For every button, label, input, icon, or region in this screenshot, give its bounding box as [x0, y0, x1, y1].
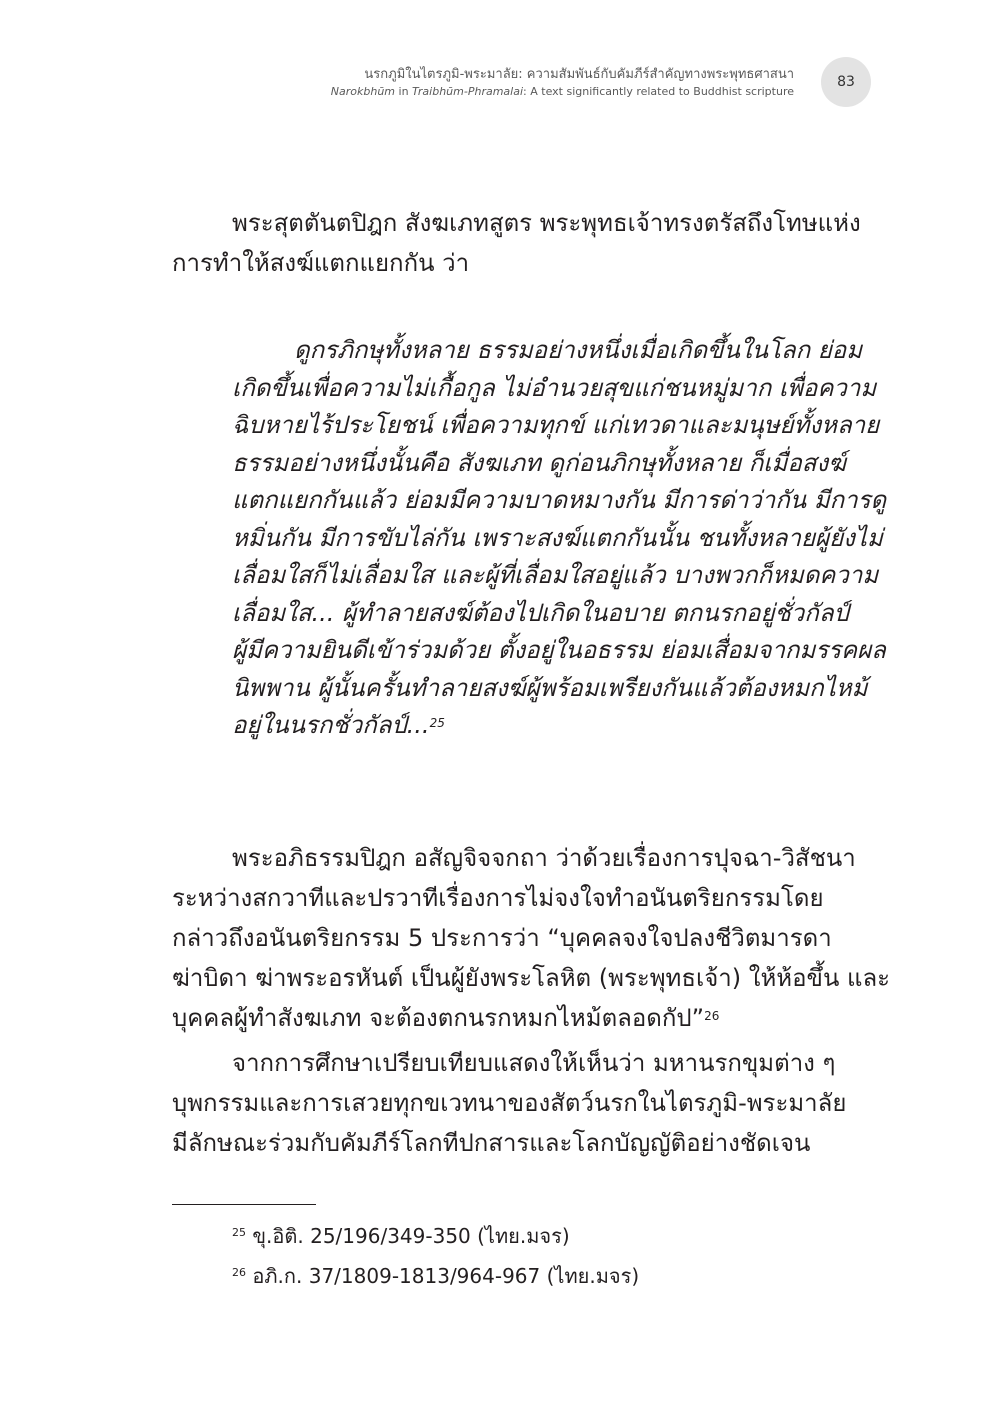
quote-line: หมิ่นกัน มีการขับไล่กัน เพราะสงฆ์แตกกันนั้น ชนทั้งหลายผู้ยังไม่: [232, 523, 883, 552]
running-head-en-italic-2: Traibhūm-Phramalai: [412, 85, 524, 98]
abhidhamma-line: ฆ่าบิดา ฆ่าพระอรหันต์ เป็นผู้ยังพระโลหิต (พระพุทธเจ้า) ให้ห้อขึ้น และ: [172, 964, 891, 992]
footnote-ref-25: 25: [429, 716, 445, 730]
footnote-25: [232, 1222, 570, 1250]
footnote-ref-26: 26: [704, 1009, 720, 1023]
page-number: 83: [821, 57, 871, 107]
conclusion-line: มีลักษณะร่วมกับคัมภีร์โลกทีปกสารและโลกบัญญัติอย่างชัดเจน: [172, 1129, 811, 1157]
quote-line: แตกแยกกันแล้ว ย่อมมีความบาดหมางกัน มีการด่าว่ากัน มีการดู: [232, 486, 887, 514]
conclusion-line: จากการศึกษาเปรียบเทียบแสดงให้เห็นว่า มหานรกขุมต่าง ๆ: [232, 1049, 836, 1077]
running-head-en-1: in: [395, 85, 413, 98]
abhidhamma-line-last: [172, 998, 860, 1038]
quote-line: ผู้มีความยินดีเข้าร่วมด้วย ตั้งอยู่ในอธรรม ย่อมเสื่อมจากมรรคผล: [232, 636, 886, 664]
quote-line-text: อยู่ในนรกชั่วกัลป์...: [232, 711, 430, 739]
running-head-en-2: : A text significantly related to Buddhist scripture: [523, 85, 794, 98]
quote-line: เกิดขึ้นเพื่อความไม่เกื้อกูล ไม่อำนวยสุขแก่ชนหมู่มาก เพื่อความ: [232, 373, 877, 402]
abhidhamma-paragraph: [172, 838, 891, 1038]
footnote-26: [232, 1262, 639, 1290]
running-head-thai: นรกภูมิในไตรภูมิ-พระมาลัย: ความสัมพันธ์กับคัมภีร์สำคัญทางพระพุทธศาสนา: [364, 67, 794, 82]
abhidhamma-line: ระหว่างสกวาทีและปรวาทีเรื่องการไม่จงใจทำอนันตริยกรรมโดย: [172, 884, 824, 912]
footnote-text: อภิ.ก. 37/1809-1813/964-967 (ไทย.มจร): [252, 1264, 640, 1288]
quote-line: เลื่อมใส... ผู้ทำลายสงฆ์ต้องไปเกิดในอบาย ตกนรกอยู่ชั่วกัลป์: [232, 598, 849, 627]
footnote-text: ขุ.อิติ. 25/196/349-350 (ไทย.มจร): [252, 1224, 570, 1248]
abhidhamma-line: กล่าวถึงอนันตริยกรรม 5 ประการว่า “บุคคลจงใจปลงชีวิตมารดา: [172, 924, 832, 952]
intro-paragraph: [172, 203, 860, 283]
footnote-number: 26: [232, 1266, 246, 1279]
quote-line: นิพพาน ผู้นั้นครั้นทำลายสงฆ์ผู้พร้อมเพรียงกันแล้วต้องหมกไหม้: [232, 673, 868, 702]
quote-line: ฉิบหายไร้ประโยชน์ เพื่อความทุกข์ แก่เทวดาและมนุษย์ทั้งหลาย: [232, 411, 880, 439]
quote-line: เลื่อมใสก็ไม่เลื่อมใส และผู้ที่เลื่อมใสอยู่แล้ว บางพวกก็หมดความ: [232, 561, 879, 589]
running-head-english: [174, 84, 794, 100]
quote-line: ธรรมอย่างหนึ่งนั้นคือ สังฆเภท ดูก่อนภิกษุทั้งหลาย ก็เมื่อสงฆ์: [232, 448, 846, 477]
footnote-number: 25: [232, 1226, 246, 1239]
abhidhamma-line-text: บุคคลผู้ทำสังฆเภท จะต้องตกนรกหมกไหม้ตลอดกัป”: [172, 1004, 705, 1032]
block-quote: [232, 332, 887, 745]
abhidhamma-line: พระอภิธรรมปิฎก อสัญจิจจกถา ว่าด้วยเรื่องการปุจฉา-วิสัชนา: [232, 844, 856, 872]
quote-line: ดูกรภิกษุทั้งหลาย ธรรมอย่างหนึ่งเมื่อเกิดขึ้นในโลก ย่อม: [294, 336, 863, 364]
intro-line: การทำให้สงฆ์แตกแยกกัน ว่า: [172, 249, 470, 277]
conclusion-paragraph: [172, 1043, 860, 1163]
intro-line: พระสุตตันตปิฎก สังฆเภทสูตร พระพุทธเจ้าทรงตรัสถึงโทษแห่ง: [232, 209, 861, 237]
conclusion-line: บุพกรรมและการเสวยทุกขเวทนาของสัตว์นรกในไตรภูมิ-พระมาลัย: [172, 1089, 847, 1117]
running-head-en-italic-1: Narokbhūm: [330, 85, 396, 98]
quote-line-last: [232, 707, 860, 745]
footnote-divider: [172, 1204, 316, 1205]
running-head: [174, 66, 794, 100]
